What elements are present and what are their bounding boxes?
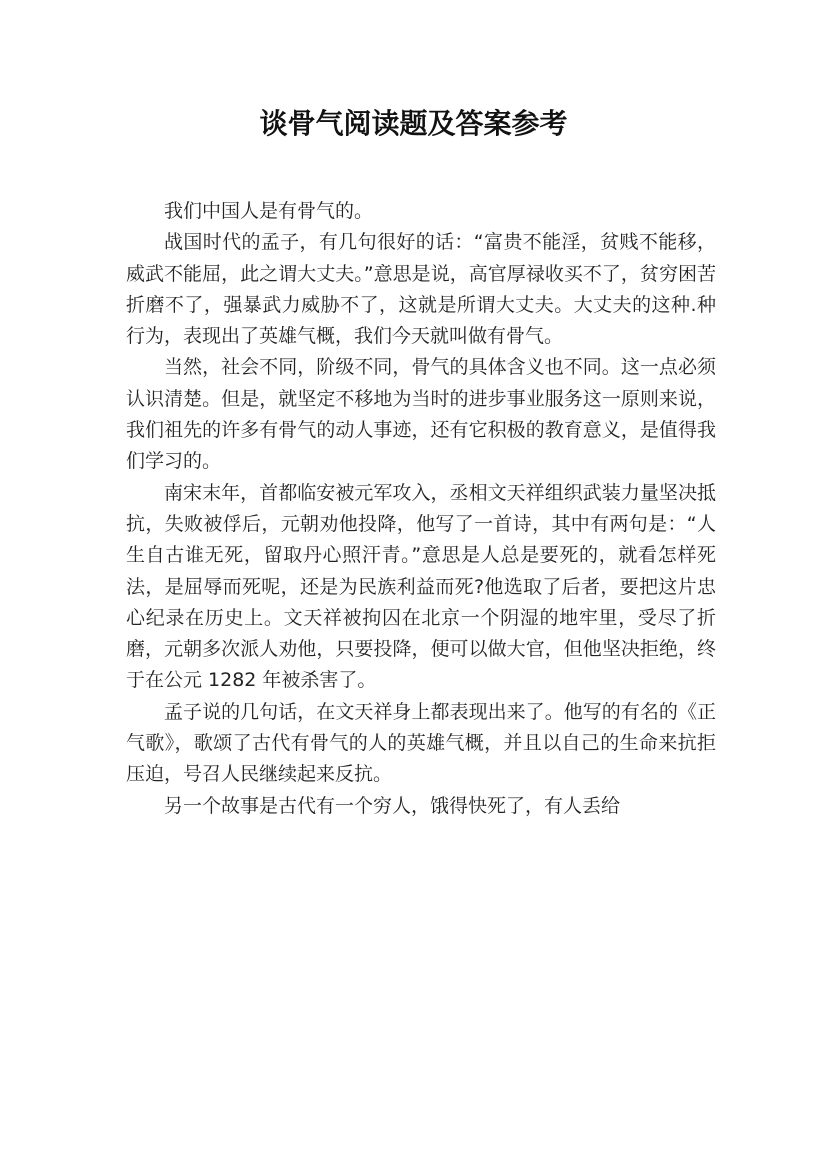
paragraph: 南宋末年，首都临安被元军攻入，丞相文天祥组织武装力量坚决抵抗，失败被俘后，元朝劝他投降，他写了一首诗，其中有两句是：“人生自古谁无死，留取丹心照汗青。”意思是人总是要死的，就看怎样死法，是屈辱而死呢，还是为民族利益而死?他选取了后者，要把这片忠心纪录在历史上。文天祥被拘囚在北京一个阴湿的地牢里，受尽了折磨，元朝多次派人劝他，只要投降，便可以做大官，但他坚决拒绝，终于在公元 1282 年被杀害了。 xyxy=(126,481,716,692)
paragraph: 我们中国人是有骨气的。 xyxy=(164,200,374,222)
document-body xyxy=(126,196,716,822)
document-title: 谈骨气阅读题及答案参考 xyxy=(259,107,568,140)
paragraph: 孟子说的几句话，在文天祥身上都表现出来了。他写的有名的《正气歌》，歌颂了古代有骨气的人的英雄气概，并且以自己的生命来抗拒压迫，号召人民继续起来反抗。 xyxy=(126,700,716,786)
paragraph: 战国时代的孟子，有几句很好的话：“富贵不能淫，贫贱不能移，威武不能屈，此之谓大丈夫。”意思是说，高官厚禄收买不了，贫穷困苦折磨不了，强暴武力威胁不了，这就是所谓大丈夫。大丈夫的这种.种行为，表现出了英雄气概，我们今天就叫做有骨气。 xyxy=(126,231,716,348)
paragraph: 当然，社会不同，阶级不同，骨气的具体含义也不同。这一点必须认识清楚。但是，就坚定不移地为当时的进步事业服务这一原则来说，我们祖先的许多有骨气的动人事迹，还有它积极的教育意义，是值得我们学习的。 xyxy=(126,356,716,473)
paragraph: 另一个故事是古代有一个穷人，饿得快死了，有人丢给 xyxy=(164,794,621,817)
